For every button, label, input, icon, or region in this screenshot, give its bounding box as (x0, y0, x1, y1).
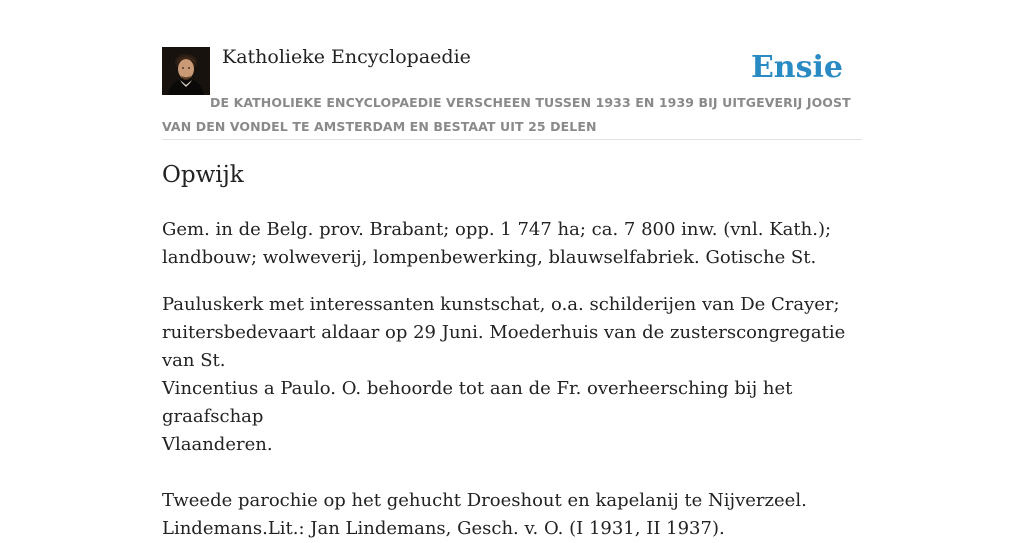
site-title[interactable]: Katholieke Encyclopaedie (222, 46, 471, 68)
portrait-image (162, 47, 210, 95)
article-paragraph: Pauluskerk met interessanten kunstschat, o.a. schilderijen van De Crayer; ruitersbedevaart aldaar op 29 Juni. Moederhuis van de zusterscongregatie van St. Vincentius a Paulo. O. behoorde tot aan de Fr. overheersching bij het graafschap Vlaanderen. Tweede parochie op het gehucht Droeshout en kapelanij te Nijverzeel. Lindemans.Lit.: Jan Lindemans, Gesch. v. O. (I 1931, II 1937). (162, 294, 846, 539)
brand-logo[interactable]: Ensie (750, 50, 843, 85)
article-paragraph: Gem. in de Belg. prov. Brabant; opp. 1 747 ha; ca. 7 800 inw. (vnl. Kath.); landbouw; wolweverij, lompenbewerking, blauwselfabriek. Gotische St. (162, 219, 832, 268)
site-tagline: DE KATHOLIEKE ENCYCLOPAEDIE VERSCHEEN TUSSEN 1933 EN 1939 BIJ UITGEVERIJ JOOST VAN DEN VONDEL TE AMSTERDAM EN BESTAAT UIT 25 DELEN (162, 95, 851, 134)
article-body (162, 216, 862, 543)
header-divider (162, 139, 862, 140)
article-title: Opwijk (162, 162, 244, 188)
author-avatar[interactable] (162, 47, 210, 95)
